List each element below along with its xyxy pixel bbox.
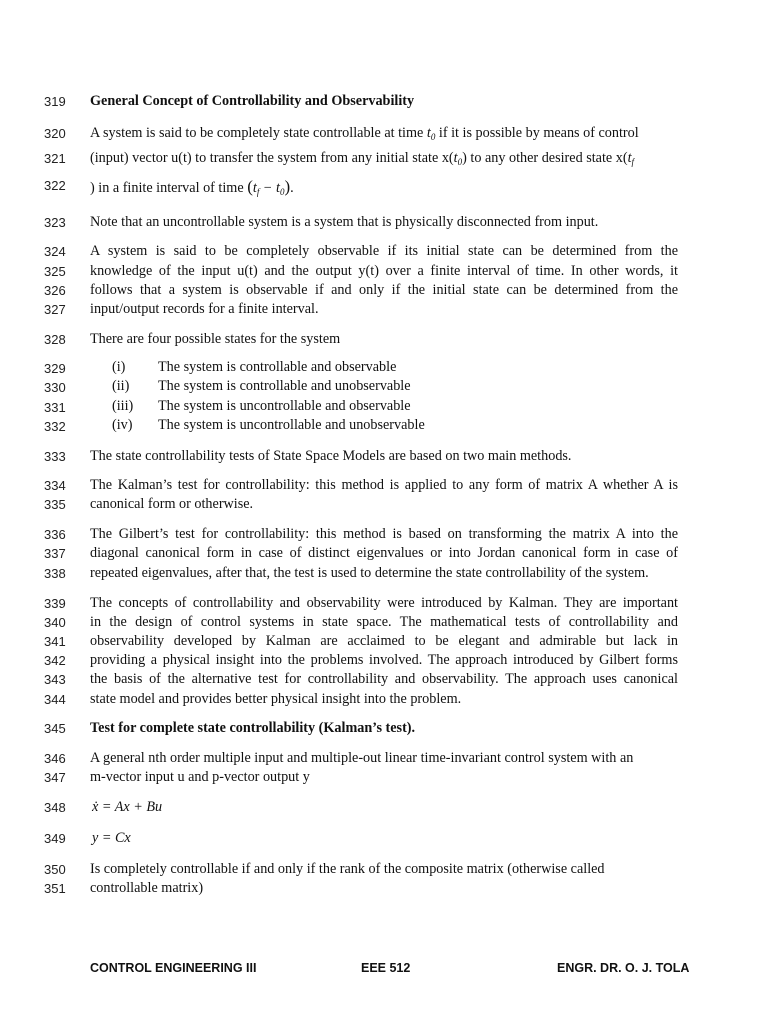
text-line: A general nth order multiple input and multiple-out linear time-invariant control system with an: [90, 750, 634, 766]
line-number: 321: [44, 151, 66, 166]
text-span: (input) vector u(t) to transfer the system from any initial state x(: [90, 150, 454, 166]
list-item: The system is uncontrollable and observable: [158, 398, 411, 414]
text-line: The concepts of controllability and observability were introduced by Kalman. They are important: [90, 595, 678, 611]
line-number: 345: [44, 721, 66, 736]
line-number: 322: [44, 178, 66, 193]
line-number: 338: [44, 566, 66, 581]
line-number: 342: [44, 653, 66, 668]
line-number: 343: [44, 672, 66, 687]
text-line: observability developed by Kalman are acclaimed to be elegant and admirable but lack in: [90, 633, 678, 649]
math-t: $t_0$: [453, 150, 463, 167]
line-number: 348: [44, 800, 66, 815]
list-item: The system is controllable and unobservable: [158, 378, 411, 394]
line-number: 340: [44, 615, 66, 630]
text-line: state model and provides better physical insight into the problem.: [90, 691, 462, 707]
text-line: diagonal canonical form in case of distinct eigenvalues or into Jordan canonical form in case of: [90, 545, 678, 561]
footer-author: ENGR. DR. O. J. TOLA: [557, 961, 690, 975]
text-line: knowledge of the input u(t) and the output y(t) over a finite interval of time. In other words, it: [90, 263, 678, 279]
text-line: canonical form or otherwise.: [90, 496, 254, 512]
line-number: 334: [44, 478, 66, 493]
line-number: 331: [44, 400, 66, 415]
line-number: 330: [44, 380, 66, 395]
section-heading: Test for complete state controllability (Kalman’s test).: [90, 720, 416, 736]
text-line: The Kalman’s test for controllability: this method is applied to any form of matrix A whether A is: [90, 477, 678, 493]
text-line: [90, 124, 678, 148]
text-line: m-vector input u and p-vector output y: [90, 769, 310, 785]
line-number: 332: [44, 419, 66, 434]
text-line: input/output records for a finite interval.: [90, 301, 319, 317]
line-number: 324: [44, 244, 66, 259]
line-number: 341: [44, 634, 66, 649]
line-number: 328: [44, 332, 66, 347]
line-number: 350: [44, 862, 66, 877]
math-tf: $t_f$: [627, 150, 635, 167]
list-item: The system is uncontrollable and unobservable: [158, 417, 425, 433]
list-number: (ii): [112, 378, 130, 394]
line-number: 333: [44, 449, 66, 464]
text-line: [90, 149, 678, 173]
footer-code: EEE 512: [361, 961, 411, 975]
text-line: The Gilbert’s test for controllability: this method is based on transforming the matrix A into the: [90, 526, 678, 542]
line-number: 327: [44, 302, 66, 317]
text-line: the basis of the alternative test for controllability and observability. The approach uses canonical: [90, 671, 678, 687]
line-number: 323: [44, 215, 66, 230]
paragraph: There are four possible states for the system: [90, 331, 341, 347]
footer-course: CONTROL ENGINEERING III: [90, 961, 257, 975]
line-number: 337: [44, 546, 66, 561]
list-number: (iii): [112, 398, 134, 414]
text-line: in the design of control systems in state space. The mathematical tests of controllability and: [90, 614, 678, 630]
paragraph: The state controllability tests of State Space Models are based on two main methods.: [90, 448, 572, 464]
text-span: ) in a finite interval of time: [90, 180, 244, 196]
line-number: 351: [44, 881, 66, 896]
list-number: (iv): [112, 417, 133, 433]
text-span: A system is said to be completely state controllable at time: [90, 125, 424, 141]
line-number: 319: [44, 94, 66, 109]
math-t: $t_0$: [426, 125, 436, 142]
equation: ẋ = Ax + Bu: [92, 799, 163, 815]
line-number: 339: [44, 596, 66, 611]
text-span: if it is possible by means of control: [438, 125, 639, 141]
line-number: 320: [44, 126, 66, 141]
line-number: 344: [44, 692, 66, 707]
line-number: 325: [44, 264, 66, 279]
text-line: controllable matrix): [90, 880, 204, 896]
text-line: providing a physical insight into the problems involved. The approach introduced by Gilbert forms: [90, 652, 678, 668]
list-item: The system is controllable and observable: [158, 359, 397, 375]
list-number: (i): [112, 359, 126, 375]
line-number: 335: [44, 497, 66, 512]
math-interval: (: [247, 177, 253, 196]
line-number: 347: [44, 770, 66, 785]
text-span: ) to any other desired state x(: [462, 150, 628, 166]
text-line: A system is said to be completely observable if its initial state can be determined from the: [90, 243, 678, 259]
line-number: 349: [44, 831, 66, 846]
line-number: 326: [44, 283, 66, 298]
paragraph: Note that an uncontrollable system is a system that is physically disconnected from input.: [90, 214, 599, 230]
text-line: ) in a finite interval of time $(t_f - t_0)$.: [90, 177, 294, 197]
line-number: 336: [44, 527, 66, 542]
text-line: Is completely controllable if and only if the rank of the composite matrix (otherwise called: [90, 861, 605, 877]
section-heading: General Concept of Controllability and Observability: [90, 93, 415, 109]
text-line: follows that a system is observable if and only if the initial state can be determined from the: [90, 282, 678, 298]
line-number: 346: [44, 751, 66, 766]
text-line: repeated eigenvalues, after that, the test is used to determine the state controllability of the system.: [90, 565, 649, 581]
equation: y = Cx: [92, 830, 131, 846]
line-number: 329: [44, 361, 66, 376]
